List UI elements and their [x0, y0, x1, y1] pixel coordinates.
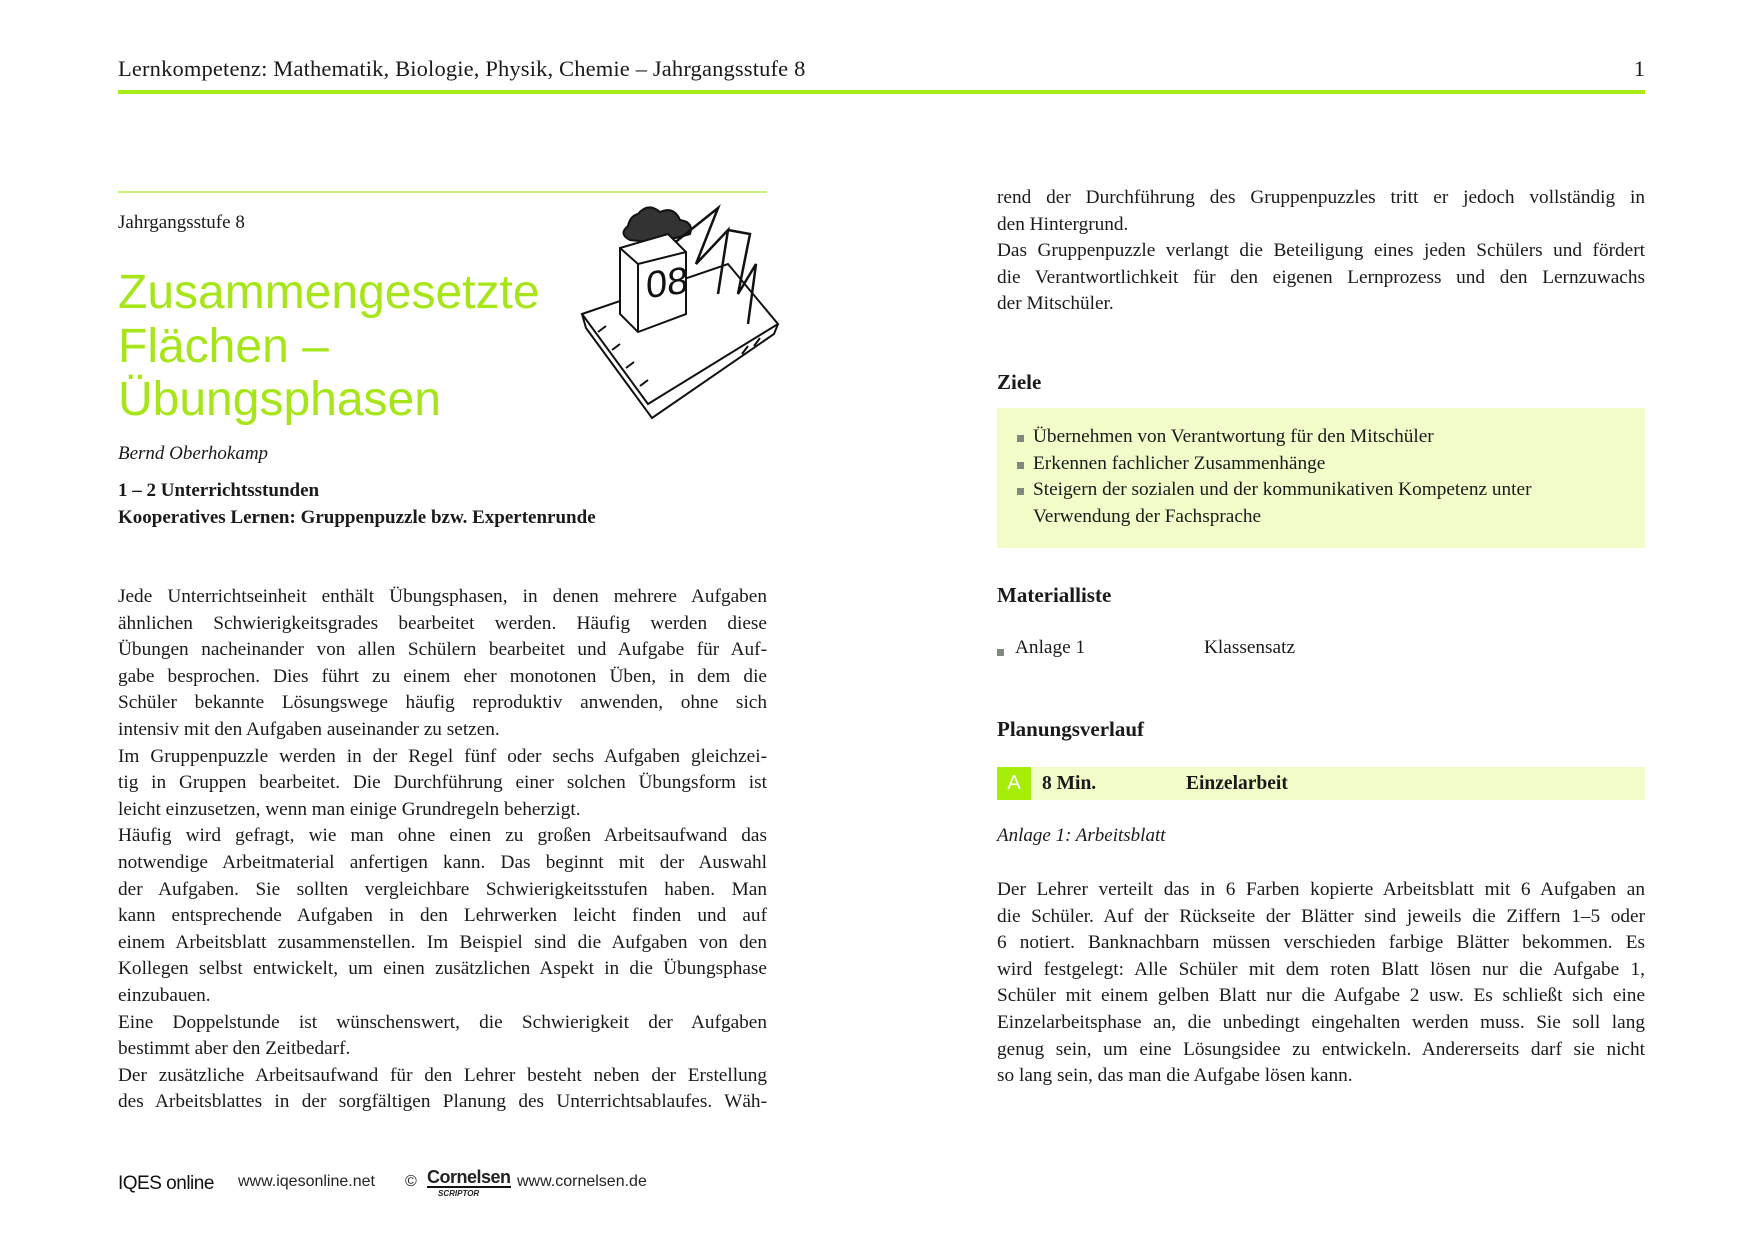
material-item [997, 637, 1645, 664]
text-line: tig in Gruppen bearbeitet. Die Durchführung einer solchen Übungsform ist [118, 772, 767, 794]
left-body-text [118, 584, 767, 1116]
title-line: Zusammengesetzte [118, 266, 540, 319]
text-line: genug sein, um eine Lösungsidee zu entwickeln. Andererseits darf sie nicht [997, 1038, 1645, 1060]
goal-item [1017, 451, 1645, 478]
text-line: ähnlichen Schwierigkeitsgrades bearbeitet werden. Häufig werden diese [118, 612, 767, 634]
text-line: der Aufgaben. Sie sollten vergleichbare Schwierigkeitsstufen haben. Man [118, 878, 767, 900]
lesson-meta [118, 478, 596, 531]
text-line: Kollegen selbst entwickelt, um einen zusätzlichen Aspekt in die Übungsphase [118, 958, 767, 980]
text-line: die Schüler. Auf der Rückseite der Blätter sind jeweils die Ziffern 1–5 oder [997, 905, 1645, 927]
right-body-text [997, 185, 1645, 318]
goal-item [1017, 477, 1593, 530]
goal-text: Übernehmen von Verantwortung für den Mitschüler [1033, 426, 1434, 447]
header-rule [118, 90, 1645, 94]
text-line: des Arbeitsblattes in der sorgfältigen Planung des Unterrichtsablaufes. Wäh- [118, 1091, 767, 1113]
text-line: Einzelarbeitsphase an, die unbedingt eingehalten werden muss. Sie soll lang [997, 1011, 1645, 1033]
goal-text: Steigern der sozialen und der kommunikativen Kompetenz unter Verwendung der Fachsprache [1033, 479, 1532, 527]
grade-label: Jahrgangsstufe 8 [118, 212, 245, 233]
text-line: Im Gruppenpuzzle werden in der Regel fünf oder sechs Aufgaben gleichzei- [118, 745, 767, 767]
cornelsen-logo: Cornelsen [427, 1167, 511, 1187]
goal-text: Erkennen fachlicher Zusammenhänge [1033, 452, 1326, 474]
text-line: so lang sein, das man die Aufgabe lösen kann. [997, 1065, 1353, 1087]
bullet-icon [1017, 435, 1024, 442]
phase-row [997, 767, 1645, 800]
copyright-icon: © [405, 1173, 417, 1190]
attachment-label: Anlage 1: Arbeitsblatt [997, 825, 1166, 846]
page-number: 1 [1633, 56, 1645, 81]
iqes-logo: IQES online [118, 1173, 214, 1194]
author: Bernd Oberhokamp [118, 443, 269, 464]
cornelsen-link[interactable]: www.cornelsen.de [517, 1173, 647, 1190]
text-line: Häufig wird gefragt, wie man ohne einen zu großen Arbeitsaufwand das [118, 825, 767, 847]
illustration-digits: 08 [646, 258, 689, 308]
scriptor-logo: SCRIPTOR [438, 1189, 480, 1198]
phase-type: Einzelarbeit [1186, 773, 1288, 794]
text-line: der Mitschüler. [997, 293, 1114, 315]
page-title [118, 266, 540, 427]
planning-heading: Planungsverlauf [997, 717, 1145, 741]
text-line: die Verantwortlichkeit für den eigenen Lernprozess und den Lernzuwachs [997, 266, 1645, 288]
phase-duration: 8 Min. [1042, 773, 1097, 794]
text-line: Jede Unterrichtseinheit enthält Übungsphasen, in denen mehrere Aufgaben [118, 586, 767, 607]
iqes-link[interactable]: www.iqesonline.net [238, 1173, 375, 1190]
text-line: Schüler mit einem gelben Blatt nur die Aufgabe 2 usw. Es schließt sich eine [997, 985, 1645, 1007]
text-line: 6 notiert. Banknachbarn müssen verschieden farbige Blätter bekommen. Es [997, 932, 1645, 954]
text-line: kann entsprechende Aufgaben in den Lehrwerken leicht finden und auf [118, 905, 767, 927]
text-line: Der zusätzliche Arbeitsaufwand für den Lehrer besteht neben der Erstellung [118, 1064, 767, 1086]
text-line: wird festgelegt: Alle Schüler mit dem roten Blatt lösen nur die Aufgabe 1, [997, 958, 1645, 980]
phase-letter-badge: A [997, 767, 1031, 800]
materials-heading: Materialliste [997, 583, 1112, 607]
goals-box [997, 408, 1645, 548]
text-line: rend der Durchführung des Gruppenpuzzles tritt er jedoch vollständig in [997, 187, 1645, 208]
text-line: Der Lehrer verteilt das in 6 Farben kopierte Arbeitsblatt mit 6 Aufgaben an [997, 879, 1645, 900]
text-line: Übungen nacheinander von allen Schülern bearbeitet und Aufgabe für Auf- [118, 639, 767, 661]
text-line: den Hintergrund. [997, 213, 1129, 235]
text-line: bestimmt aber den Zeitbedarf. [118, 1038, 351, 1060]
planning-body-text [997, 877, 1645, 1090]
text-line: Schüler bekannte Lösungswege häufig reproduktiv anwenden, ohne sich [118, 692, 767, 714]
bullet-icon [1017, 462, 1024, 469]
cube-illustration-icon [578, 204, 782, 420]
title-rule [118, 191, 767, 193]
text-line: einem Arbeitsblatt zusammenstellen. Im Beispiel sind die Aufgaben von den [118, 931, 767, 953]
text-line: notwendige Arbeitmaterial anfertigen kann. Das beginnt mit der Auswahl [118, 851, 767, 873]
goal-item [1017, 424, 1645, 451]
duration: 1 – 2 Unterrichtsstunden [118, 480, 320, 501]
bullet-icon [997, 649, 1004, 656]
text-line: Eine Doppelstunde ist wünschenswert, die Schwierigkeit der Aufgaben [118, 1011, 767, 1033]
bullet-icon [1017, 488, 1024, 495]
title-line: Flächen – [118, 319, 329, 373]
title-line: Übungsphasen [118, 373, 441, 426]
text-line: gabe besprochen. Dies führt zu einem eher monotonen Üben, in dem die [118, 665, 767, 687]
text-line: intensiv mit den Aufgaben auseinander zu setzen. [118, 718, 500, 740]
running-header: Lernkompetenz: Mathematik, Biologie, Physik, Chemie – Jahrgangsstufe 8 [118, 56, 806, 81]
text-line: einzubauen. [118, 984, 211, 1006]
goals-heading: Ziele [997, 370, 1042, 394]
text-line: Das Gruppenpuzzle verlangt die Beteiligung eines jeden Schülers und fördert [997, 240, 1645, 262]
material-name: Anlage 1 [1015, 637, 1086, 658]
material-quantity: Klassensatz [1204, 637, 1296, 658]
method: Kooperatives Lernen: Gruppenpuzzle bzw. Expertenrunde [118, 506, 596, 528]
text-line: leicht einzusetzen, wenn man einige Grundregeln beherzigt. [118, 798, 581, 820]
